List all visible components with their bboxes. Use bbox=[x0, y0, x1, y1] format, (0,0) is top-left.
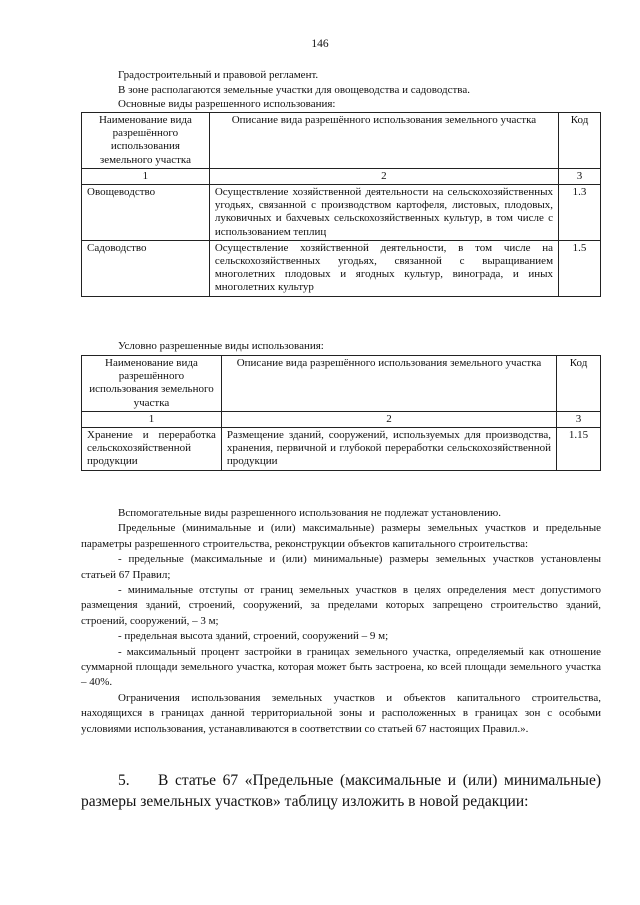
use-name: Хранение и переработка сельскохозяйственной продукции bbox=[82, 428, 222, 471]
regulations-text bbox=[81, 506, 601, 737]
index-cell: 2 bbox=[209, 168, 558, 184]
paragraph: - предельные (максимальные и (или) минимальные) размеры земельных участков установлены статьей 67 Правил; bbox=[81, 553, 601, 581]
table-header-row bbox=[82, 113, 601, 169]
use-name: Садоводство bbox=[82, 240, 210, 296]
use-code: 1.15 bbox=[557, 428, 601, 471]
header-name: Наименование вида разрешённого использования земельного участка bbox=[82, 113, 210, 169]
paragraph: Предельные (минимальные и (или) максимальные) размеры земельных участков и предельные параметры разрешенного строительства, реконструкции объектов капитального строительства: bbox=[81, 522, 601, 550]
use-description: Осуществление хозяйственной деятельности на сельскохозяйственных угодьях, связанной с производством картофеля, листовых, плодовых, луковичных и бахчевых сельскохозяйственных культур, в том числе с использованием теплиц bbox=[209, 185, 558, 241]
clause-5 bbox=[81, 770, 601, 812]
clause-number: 5. bbox=[118, 772, 130, 789]
intro-line: Основные виды разрешенного использования: bbox=[118, 98, 336, 110]
page-number: 146 bbox=[311, 38, 329, 50]
paragraph: - минимальные отступы от границ земельных участков в целях определения мест допустимого размещения зданий, строений, сооружений, за пределами которых запрещено строительство зданий, строений, сооружений, – 3 м; bbox=[81, 584, 601, 627]
paragraph: - предельная высота зданий, строений, сооружений – 9 м; bbox=[118, 630, 389, 643]
paragraph: Вспомогательные виды разрешенного использования не подлежат установлению. bbox=[118, 507, 501, 519]
index-cell: 2 bbox=[221, 411, 556, 427]
index-cell: 3 bbox=[559, 168, 601, 184]
header-code: Код bbox=[557, 356, 601, 412]
use-name: Овощеводство bbox=[82, 185, 210, 241]
use-description: Осуществление хозяйственной деятельности, в том числе на сельскохозяйственных угодьях, связанной с выращиванием многолетних плодовых и ягодных культур, винограда, и иных многолетних культур bbox=[209, 240, 558, 296]
index-cell: 1 bbox=[82, 411, 222, 427]
intro-line: Градостроительный и правовой регламент. bbox=[118, 69, 319, 81]
intro-line: В зоне располагаются земельные участки для овощеводства и садоводства. bbox=[118, 83, 470, 96]
table-row bbox=[82, 185, 601, 241]
paragraph: - максимальный процент застройки в границах земельного участка, определяемый как отношение суммарной площади земельного участка, которая может быть застроена, ко всей площади земельного участка – 40%. bbox=[81, 645, 601, 689]
table-row bbox=[82, 240, 601, 296]
conditional-uses-table bbox=[81, 355, 601, 471]
table-index-row bbox=[82, 411, 601, 427]
conditional-uses-title: Условно разрешенные виды использования: bbox=[118, 340, 324, 352]
clause-text: В статье 67 «Предельные (максимальные и (или) минимальные) размеры земельных участков» таблицу изложить в новой редакции: bbox=[81, 772, 601, 810]
use-code: 1.3 bbox=[559, 185, 601, 241]
paragraph: Ограничения использования земельных участков и объектов капитального строительства, находящихся в границах данной территориальной зоны и расположенных в границах зон с особыми условиями использования, устанавливаются в соответствии со статьей 67 настоящих Правил.». bbox=[81, 691, 601, 735]
index-cell: 1 bbox=[82, 168, 210, 184]
table-index-row bbox=[82, 168, 601, 184]
use-description: Размещение зданий, сооружений, используемых для производства, хранения, первичной и глубокой переработки сельскохозяйственной продукции bbox=[221, 428, 556, 471]
main-uses-table bbox=[81, 112, 601, 297]
header-description: Описание вида разрешённого использования земельного участка bbox=[221, 356, 556, 412]
header-name: Наименование вида разрешённого использования земельного участка bbox=[82, 356, 222, 412]
table-row bbox=[82, 428, 601, 471]
intro-block bbox=[118, 68, 470, 112]
header-code: Код bbox=[559, 113, 601, 169]
header-description: Описание вида разрешённого использования земельного участка bbox=[209, 113, 558, 169]
table-header-row bbox=[82, 356, 601, 412]
index-cell: 3 bbox=[557, 411, 601, 427]
use-code: 1.5 bbox=[559, 240, 601, 296]
